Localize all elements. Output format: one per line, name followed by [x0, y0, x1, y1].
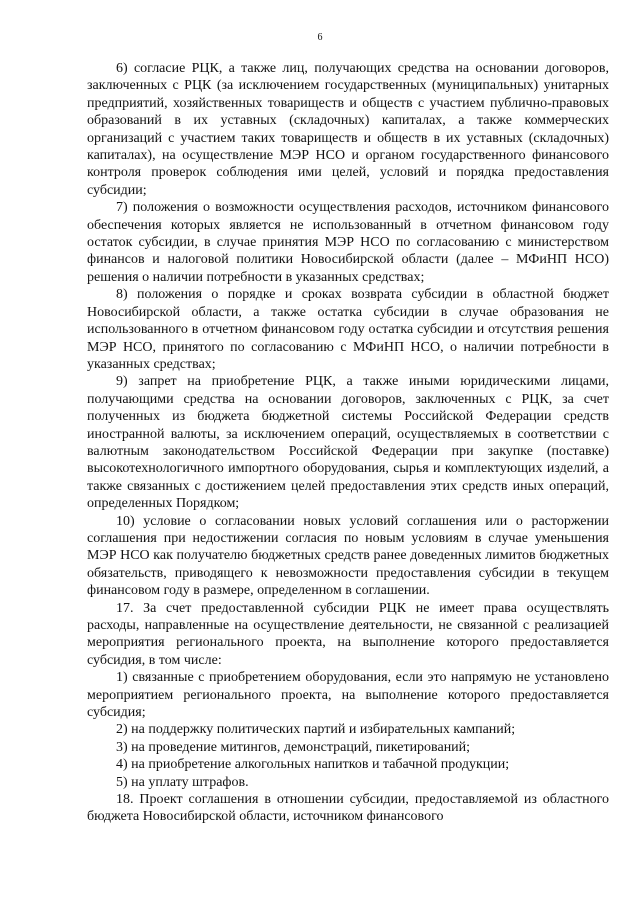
paragraph-clause-17-item-3: 3) на проведение митингов, демонстраций, пикетирований; — [116, 739, 471, 755]
paragraph-item-9: 9) запрет на приобретение РЦК, а также иными юридическими лицами, получающими средства на основании договоров, заключенных с РЦК, за счет полученных из бюджета бюджетной системы Российской Федерации средств иностранной валюты, за исключением операций, осуществляемых в соответствии с валютным законодательством Российской Федерации при закупке (поставке) высокотехнологичного импортного оборудования, сырья и комплектующих изделий, а также связанных с достижением целей предоставления этих средств иных операций, определенных Порядком; — [87, 374, 609, 512]
paragraph-clause-18: 18. Проект соглашения в отношении субсидии, предоставляемой из областного бюджета Новосибирской области, источником финансового — [87, 792, 609, 825]
page-number: 6 — [317, 32, 323, 43]
paragraph-item-6: 6) согласие РЦК, а также лиц, получающих средства на основании договоров, заключенных с РЦК (за исключением государственных (муниципальных) унитарных предприятий, хозяйственных товариществ и обществ с участием публично-правовых образований в их уставных (складочных) капиталах, а также коммерческих организаций с участием таких товариществ и обществ в их уставных (складочных) капиталах), на осуществление МЭР НСО и органом государственного финансового контроля проверок соблюдения ими целей, условий и порядка предоставления субсидии; — [87, 61, 609, 198]
paragraph-clause-17-item-1: 1) связанные с приобретением оборудования, если это напрямую не установлено мероприятием регионального проекта, на выполнение которого предоставляется субсидия; — [87, 670, 609, 721]
document-body — [87, 60, 609, 826]
paragraph-clause-17-item-4: 4) на приобретение алкогольных напитков и табачной продукции; — [116, 757, 510, 773]
paragraph-item-7: 7) положения о возможности осуществления расходов, источником финансового обеспечения которых является не использованный в отчетном финансовом году остаток субсидии, в случае принятия МЭР НСО по согласованию с министерством финансов и налоговой политики Новосибирской области (далее – МФиНП НСО) решения о наличии потребности в указанных средствах; — [87, 200, 609, 285]
paragraph-clause-17-item-2: 2) на поддержку политических партий и избирательных кампаний; — [116, 722, 516, 738]
paragraph-item-8: 8) положения о порядке и сроках возврата субсидии в областной бюджет Новосибирской области, а также остатка субсидии в случае образования не использованного в отчетном финансовом году остатка субсидии и отсутствия решения МЭР НСО, принятого по согласованию с МФиНП НСО, о наличии потребности в указанных средствах; — [87, 287, 609, 372]
paragraph-clause-17: 17. За счет предоставленной субсидии РЦК не имеет права осуществлять расходы, направленные на осуществление деятельности, не связанной с реализацией мероприятия регионального проекта, на выполнение которого предоставляется субсидия, в том числе: — [87, 600, 609, 668]
paragraph-item-10: 10) условие о согласовании новых условий соглашения или о расторжении соглашения при недостижении согласия по новым условиям в случае уменьшения МЭР НСО как получателю бюджетных средств ранее доведенных лимитов бюджетных обязательств, приводящего к невозможности предоставления субсидии в текущем финансовом году в размере, определенном в соглашении. — [87, 513, 609, 599]
paragraph-clause-17-item-5: 5) на уплату штрафов. — [116, 774, 249, 790]
